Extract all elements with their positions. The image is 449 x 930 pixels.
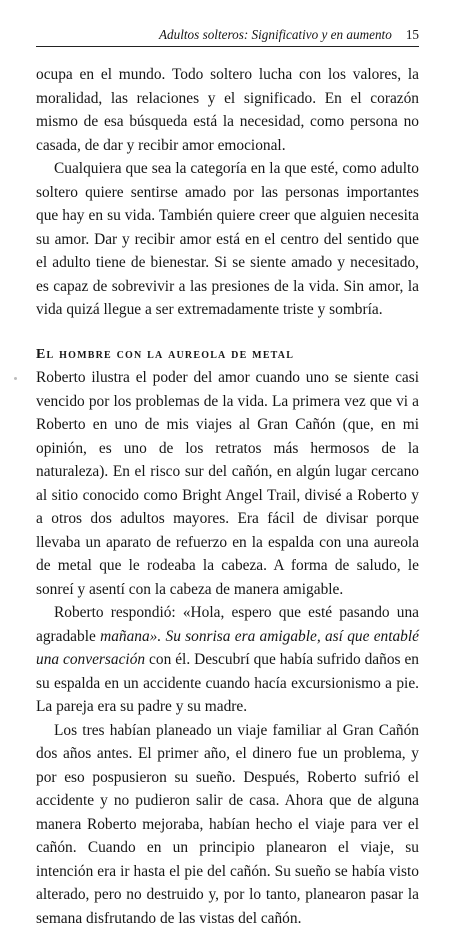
- header-rule: [36, 46, 419, 47]
- italic-text: mañana». Su sonrisa era amigable, así que entablé una conversación: [36, 628, 419, 669]
- paragraph: Cualquiera que sea la categoría en la que esté, como adulto soltero quiere sentirse amado por las personas importantes que hay en su vida. También quiere creer que alguien necesita su amor. Dar y recibir amor está en el centro del sentido que el adulto tiene de bienestar. Si se siente amado y necesitado, es capaz de sobrevivir a las presiones de la vida. Sin amor, la vida quizá llegue a ser extremadamente triste y sombría.: [36, 157, 419, 322]
- quote-text: Roberto respondió: «Hola, espero que esté pasando una agradable: [36, 604, 419, 645]
- section-paragraph: Roberto ilustra el poder del amor cuando uno se siente casi vencido por los problemas de la vida. La primera vez que vi a Roberto en uno de mis viajes al Gran Cañón (que, en mi opinión, es uno de los retratos más hermosos de la naturaleza). En el risco sur del cañón, en algún lugar cercano al sitio conocido como Bright Angel Trail, divisé a Roberto y a otros dos adultos mayores. Era fácil de divisar porque llevaba un aparato de refuerzo en la espalda con una aureola de metal que le rodeaba la cabeza. A forma de saludo, le sonreí y asentí con la cabeza de manera amigable.: [36, 366, 419, 601]
- body-text: [36, 63, 419, 930]
- running-head-title: Adultos solteros: Significativo y en aumento: [159, 27, 392, 42]
- section-heading: El hombre con la aureola de metal: [36, 343, 419, 367]
- paragraph-continued: ocupa en el mundo. Todo soltero lucha con los valores, la moralidad, las relaciones y el significado. En el corazón mismo de esa búsqueda está la necesidad, como persona no casada, de dar y recibir amor emocional.: [36, 63, 419, 157]
- margin-speck: [14, 377, 17, 380]
- running-head: [36, 26, 419, 44]
- quote-text-continued: con él. Descubrí que había sufrido daños en su espalda en un accidente cuando hacía excursionismo a pie. La pareja era su padre y su madre.: [36, 651, 419, 715]
- closing-paragraph: Los tres habían planeado un viaje familiar al Gran Cañón dos años antes. El primer año, el dinero fue un problema, y por eso pospusieron su sueño. Después, Roberto sufrió el accidente y no pudieron salir de casa. Ahora que de alguna manera Roberto mejoraba, habían hecho el viaje para ver el cañón. Cuando en un principio planearon el viaje, su intención era ir hasta el pie del cañón. Su sueño se había visto alterado, pero no destruido y, por lo tanto, planearon pasar la semana disfrutando de las vistas del cañón.: [36, 719, 419, 930]
- quote-paragraph: [36, 601, 419, 719]
- page-number: 15: [406, 26, 419, 44]
